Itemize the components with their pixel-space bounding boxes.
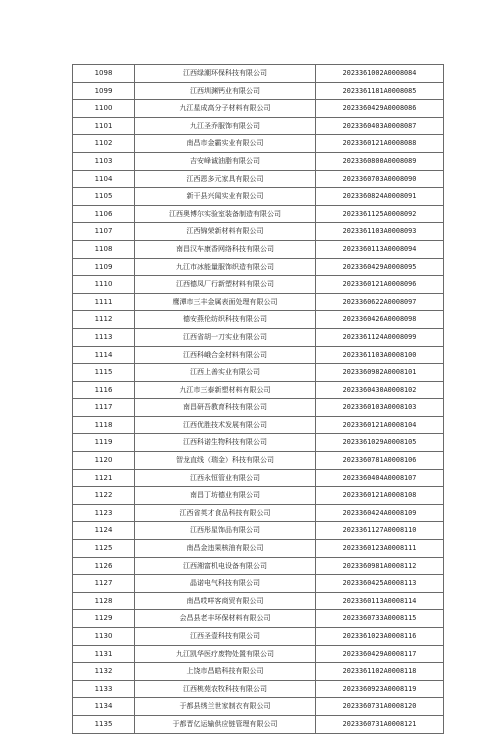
registration-code-cell: 2023360982A0008101	[316, 364, 444, 382]
table-row	[73, 188, 444, 206]
table-row	[73, 381, 444, 399]
company-name-cell: 南昌汉车康香网络科技有限公司	[135, 240, 316, 258]
registration-code-cell: 2023360824A0008091	[316, 188, 444, 206]
table-row	[73, 223, 444, 241]
table-row	[73, 434, 444, 452]
row-number-cell: 1122	[73, 487, 135, 505]
document-page	[72, 64, 440, 734]
registration-code-cell: 2023361125A0008092	[316, 205, 444, 223]
company-name-cell: 南昌研吾教育科技有限公司	[135, 399, 316, 417]
registration-code-cell: 2023360781A0008106	[316, 452, 444, 470]
row-number-cell: 1101	[73, 117, 135, 135]
company-name-cell: 于都晋亿运输供应链管理有限公司	[135, 715, 316, 733]
registration-code-cell: 2023360121A0008108	[316, 487, 444, 505]
registration-code-cell: 2023361023A0008116	[316, 628, 444, 646]
company-name-cell: 江西省胡一刀实业有限公司	[135, 328, 316, 346]
registration-code-cell: 2023361103A0008093	[316, 223, 444, 241]
registration-code-cell: 2023360424A0008109	[316, 504, 444, 522]
company-name-cell: 上饶市昌皓科技有限公司	[135, 663, 316, 681]
row-number-cell: 1105	[73, 188, 135, 206]
registration-code-cell: 2023361002A0008084	[316, 65, 444, 83]
row-number-cell: 1123	[73, 504, 135, 522]
company-name-cell: 江西锦荣新材料有限公司	[135, 223, 316, 241]
table-row	[73, 575, 444, 593]
row-number-cell: 1130	[73, 628, 135, 646]
table-row	[73, 100, 444, 118]
registration-code-cell: 2023360731A0008121	[316, 715, 444, 733]
table-row	[73, 522, 444, 540]
company-name-cell: 江西圣壹科技有限公司	[135, 628, 316, 646]
row-number-cell: 1116	[73, 381, 135, 399]
row-number-cell: 1099	[73, 82, 135, 100]
registration-code-cell: 2023360429A0008117	[316, 645, 444, 663]
registration-code-cell: 2023360425A0008113	[316, 575, 444, 593]
company-name-cell: 于都县绣兰世家制衣有限公司	[135, 698, 316, 716]
table-row	[73, 680, 444, 698]
table-row	[73, 152, 444, 170]
table-row	[73, 452, 444, 470]
row-number-cell: 1104	[73, 170, 135, 188]
row-number-cell: 1131	[73, 645, 135, 663]
row-number-cell: 1119	[73, 434, 135, 452]
table-row	[73, 82, 444, 100]
row-number-cell: 1110	[73, 276, 135, 294]
company-name-cell: 鹰潭市三丰金属表面处理有限公司	[135, 293, 316, 311]
registration-code-cell: 2023361181A0008085	[316, 82, 444, 100]
registration-code-cell: 2023360733A0008115	[316, 610, 444, 628]
table-row	[73, 240, 444, 258]
registration-code-cell: 2023361103A0008100	[316, 346, 444, 364]
registration-code-cell: 2023360404A0008107	[316, 469, 444, 487]
company-name-cell: 吉安峰诚油脂有限公司	[135, 152, 316, 170]
row-number-cell: 1125	[73, 540, 135, 558]
company-list-table	[72, 64, 444, 734]
company-name-cell: 江西圳渊钙业有限公司	[135, 82, 316, 100]
table-row	[73, 628, 444, 646]
row-number-cell: 1108	[73, 240, 135, 258]
row-number-cell: 1124	[73, 522, 135, 540]
row-number-cell: 1111	[73, 293, 135, 311]
company-name-cell: 江西德凤厂行新塑材料有限公司	[135, 276, 316, 294]
registration-code-cell: 2023360429A0008095	[316, 258, 444, 276]
company-name-cell: 新干县兴闻实业有限公司	[135, 188, 316, 206]
company-name-cell: 江西桃苑农牧科技有限公司	[135, 680, 316, 698]
table-row	[73, 504, 444, 522]
company-name-cell: 江西优胜技术发展有限公司	[135, 416, 316, 434]
company-name-cell: 江西彤星饰品有限公司	[135, 522, 316, 540]
table-row	[73, 293, 444, 311]
table-row	[73, 135, 444, 153]
table-row	[73, 65, 444, 83]
company-name-cell: 德安燕伦纺织科技有限公司	[135, 311, 316, 329]
company-name-cell: 南昌市金霸实业有限公司	[135, 135, 316, 153]
table-row	[73, 276, 444, 294]
company-name-cell: 南昌哎咩客商贸有限公司	[135, 592, 316, 610]
row-number-cell: 1114	[73, 346, 135, 364]
row-number-cell: 1102	[73, 135, 135, 153]
table-row	[73, 170, 444, 188]
company-name-cell: 江西省英才食品科技有限公司	[135, 504, 316, 522]
row-number-cell: 1115	[73, 364, 135, 382]
table-row	[73, 592, 444, 610]
registration-code-cell: 2023361124A0008099	[316, 328, 444, 346]
table-row	[73, 610, 444, 628]
registration-code-cell: 2023361102A0008118	[316, 663, 444, 681]
registration-code-cell: 2023361127A0008110	[316, 522, 444, 540]
table-row	[73, 364, 444, 382]
registration-code-cell: 2023360113A0008114	[316, 592, 444, 610]
row-number-cell: 1112	[73, 311, 135, 329]
table-row	[73, 715, 444, 733]
company-name-cell: 江西绿潮环保科技有限公司	[135, 65, 316, 83]
registration-code-cell: 2023360731A0008120	[316, 698, 444, 716]
row-number-cell: 1133	[73, 680, 135, 698]
table-row	[73, 328, 444, 346]
company-name-cell: 江西奥博尔实验室装备制造有限公司	[135, 205, 316, 223]
row-number-cell: 1128	[73, 592, 135, 610]
registration-code-cell: 2023360403A0008087	[316, 117, 444, 135]
company-name-cell: 智龙直线（瑞金）科技有限公司	[135, 452, 316, 470]
table-row	[73, 399, 444, 417]
row-number-cell: 1129	[73, 610, 135, 628]
company-name-cell: 江西永恒管业有限公司	[135, 469, 316, 487]
registration-code-cell: 2023360430A0008102	[316, 381, 444, 399]
row-number-cell: 1134	[73, 698, 135, 716]
registration-code-cell: 2023360113A0008094	[316, 240, 444, 258]
company-name-cell: 江西湘富机电设备有限公司	[135, 557, 316, 575]
table-row	[73, 663, 444, 681]
row-number-cell: 1117	[73, 399, 135, 417]
row-number-cell: 1103	[73, 152, 135, 170]
registration-code-cell: 2023361029A0008105	[316, 434, 444, 452]
company-name-cell: 九江市三泰新塑材料有限公司	[135, 381, 316, 399]
table-row	[73, 487, 444, 505]
row-number-cell: 1126	[73, 557, 135, 575]
company-name-cell: 九江凯华医疗废物处置有限公司	[135, 645, 316, 663]
row-number-cell: 1109	[73, 258, 135, 276]
registration-code-cell: 2023360426A0008098	[316, 311, 444, 329]
company-name-cell: 江西恩多元家具有限公司	[135, 170, 316, 188]
row-number-cell: 1120	[73, 452, 135, 470]
company-name-cell: 晶诺电气科技有限公司	[135, 575, 316, 593]
table-row	[73, 469, 444, 487]
row-number-cell: 1135	[73, 715, 135, 733]
company-name-cell: 南昌金违果核油有限公司	[135, 540, 316, 558]
table-row	[73, 346, 444, 364]
table-row	[73, 645, 444, 663]
company-name-cell: 九江圣乔服饰有限公司	[135, 117, 316, 135]
company-name-cell: 江西科诺生物科技有限公司	[135, 434, 316, 452]
registration-code-cell: 2023360123A0008111	[316, 540, 444, 558]
row-number-cell: 1106	[73, 205, 135, 223]
registration-code-cell: 2023360622A0008097	[316, 293, 444, 311]
registration-code-cell: 2023360800A0008089	[316, 152, 444, 170]
company-name-cell: 九江市冰能量服饰织造有限公司	[135, 258, 316, 276]
company-name-cell: 江西科峨合金材料有限公司	[135, 346, 316, 364]
registration-code-cell: 2023360981A0008112	[316, 557, 444, 575]
company-name-cell: 南昌丁坊德业有限公司	[135, 487, 316, 505]
registration-code-cell: 2023360121A0008096	[316, 276, 444, 294]
row-number-cell: 1113	[73, 328, 135, 346]
row-number-cell: 1127	[73, 575, 135, 593]
table-row	[73, 117, 444, 135]
registration-code-cell: 2023360121A0008088	[316, 135, 444, 153]
row-number-cell: 1118	[73, 416, 135, 434]
table-row	[73, 205, 444, 223]
row-number-cell: 1132	[73, 663, 135, 681]
row-number-cell: 1107	[73, 223, 135, 241]
table-body	[73, 65, 444, 734]
company-name-cell: 九江星成高分子材料有限公司	[135, 100, 316, 118]
registration-code-cell: 2023360429A0008086	[316, 100, 444, 118]
registration-code-cell: 2023360923A0008119	[316, 680, 444, 698]
row-number-cell: 1098	[73, 65, 135, 83]
registration-code-cell: 2023360703A0008090	[316, 170, 444, 188]
company-name-cell: 江西上善实业有限公司	[135, 364, 316, 382]
row-number-cell: 1100	[73, 100, 135, 118]
table-row	[73, 416, 444, 434]
table-row	[73, 258, 444, 276]
table-row	[73, 311, 444, 329]
row-number-cell: 1121	[73, 469, 135, 487]
table-row	[73, 557, 444, 575]
registration-code-cell: 2023360103A0008103	[316, 399, 444, 417]
company-name-cell: 会昌县老丰环保材料有限公司	[135, 610, 316, 628]
registration-code-cell: 2023360121A0008104	[316, 416, 444, 434]
table-row	[73, 540, 444, 558]
